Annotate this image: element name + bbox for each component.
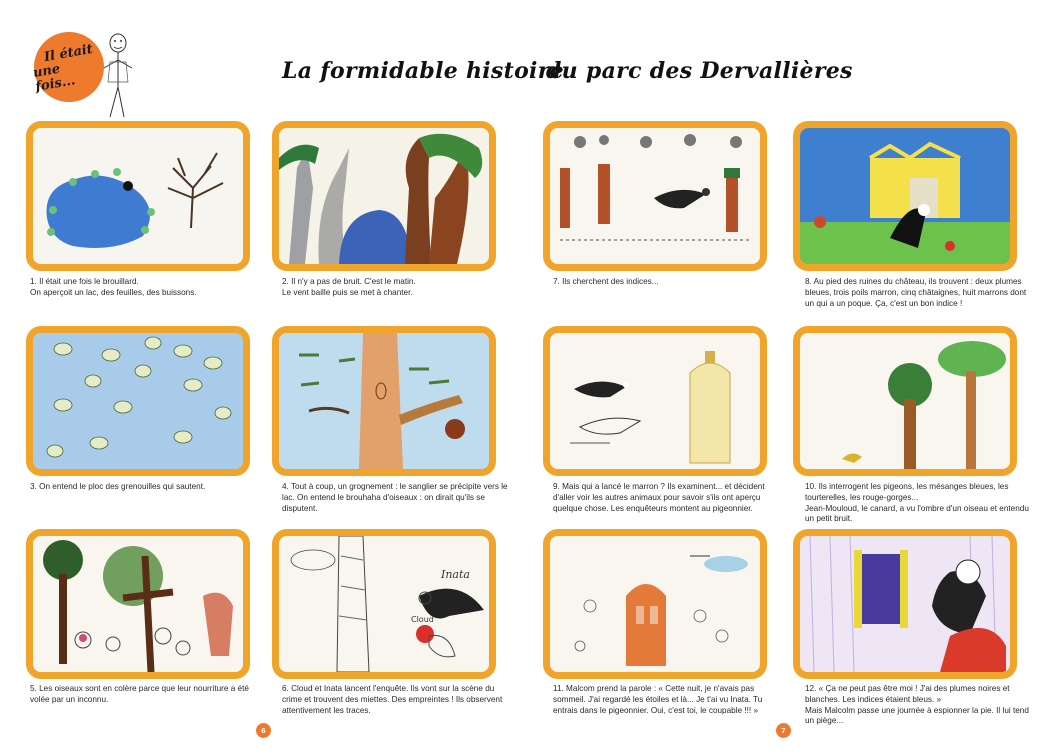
- caption-12: 12. « Ça ne peut pas être moi ! J'ai des plumes noires et blanches. Les indices étaient bleus. » Mais Malcolm passe une journée à espionner la pie. Il lui tend un piège...: [805, 684, 1029, 726]
- caption-5: 5. Les oiseaux sont en colère parce que leur nourriture a été volée par un inconnu.: [30, 684, 249, 704]
- caption-11: 11. Malcom prend la parole : « Cette nuit, je n'avais pas sommeil. J'ai regardé les étoiles et là... Je t'ai vu Inata. Tu entrais dans le pigeonnier. Oui, c'est toi, le coupable !!! »: [553, 684, 763, 715]
- caption-1: 1. Il était une fois le brouillard. On aperçoit un lac, des feuilles, des buissons.: [30, 277, 197, 297]
- drawing-panel-9: [543, 326, 767, 476]
- drawing-panel-12: [793, 529, 1017, 679]
- badge-line-1: Il était: [43, 41, 95, 66]
- caption-8: 8. Au pied des ruines du château, ils trouvent : deux plumes bleues, trois poils marron, cinq châtaignes, huit marrons dont un qui a un poque. Ça, c'est un bon indice !: [805, 277, 1027, 308]
- caption-4: 4. Tout à coup, un grognement : le sanglier se précipite vers le lac. On entend le brouhaha d'oiseaux : on dirait qu'ils se disputent.: [282, 482, 508, 513]
- drawing-panel-5: [26, 529, 250, 679]
- caption-3: 3. On entend le ploc des grenouilles qui sautent.: [30, 482, 206, 491]
- title-right: du parc des Dervallières: [546, 58, 853, 84]
- drawing-panel-3: [26, 326, 250, 476]
- stick-figure-illustration: [98, 32, 138, 122]
- title-left: La formidable histoire: [282, 58, 564, 84]
- drawing-panel-1: [26, 121, 250, 271]
- caption-6: 6. Cloud et Inata lancent l'enquête. Ils vont sur la scène du crime et trouvent des miettes. Des empreintes ! Ils observent attentivement les traces.: [282, 684, 503, 715]
- drawing-panel-11: [543, 529, 767, 679]
- caption-7: 7. Ils cherchent des indices...: [553, 277, 659, 286]
- drawing-panel-7: [543, 121, 767, 271]
- caption-9: 9. Mais qui a lancé le marron ? Ils examinent... et décident d'aller voir les autres animaux pour savoir s'ils ont aperçu quelque chose. Les enquêteurs montent au pigeonnier.: [553, 482, 765, 513]
- drawing-panel-2: [272, 121, 496, 271]
- badge-line-2: une fois...: [31, 61, 77, 95]
- drawing-label-cloud: Cloud: [411, 615, 434, 624]
- drawing-panel-6: [272, 529, 496, 679]
- story-badge: [31, 32, 104, 102]
- drawing-panel-8: [793, 121, 1017, 271]
- page-number-right: 7: [776, 723, 791, 738]
- drawing-label-inata: Inata: [441, 568, 470, 581]
- drawing-panel-4: [272, 326, 496, 476]
- caption-2: 2. Il n'y a pas de bruit. C'est le matin. Le vent baille puis se met à chanter.: [282, 277, 416, 297]
- caption-10: 10. Ils interrogent les pigeons, les mésanges bleues, les tourterelles, les rouge-gorges... Jean-Mouloud, le canard, a vu l'ombre d'un oiseau et entendu un petit bruit.: [805, 482, 1029, 524]
- page-number-left: 6: [256, 723, 271, 738]
- drawing-panel-10: [793, 326, 1017, 476]
